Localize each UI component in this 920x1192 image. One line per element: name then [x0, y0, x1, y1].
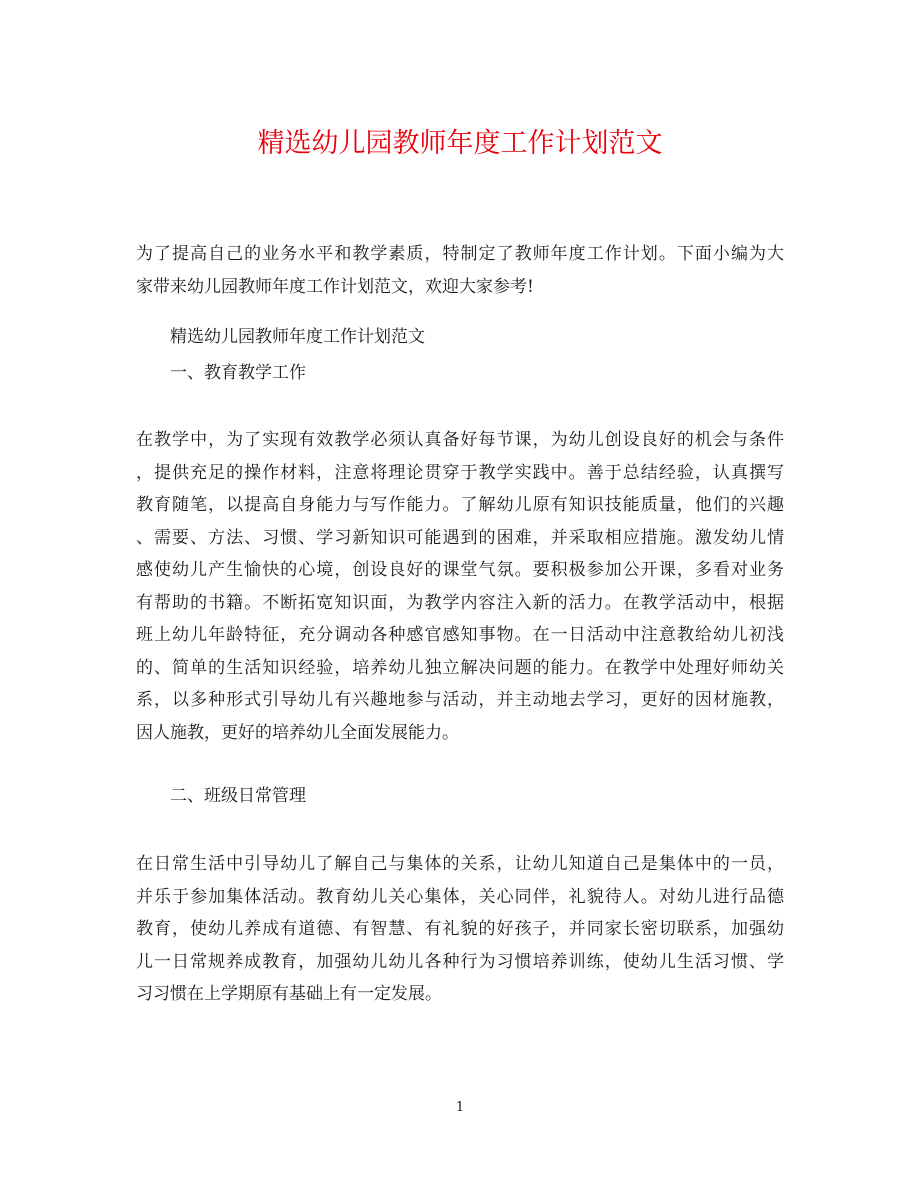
page-number: 1 [455, 1100, 465, 1115]
section1-line: 在教学中，为了实现有效教学必须认真备好每节课，为幼儿创设良好的机会与条件 [136, 430, 784, 450]
section1-line: 系，以多种形式引导幼儿有兴趣地参与活动，并主动地去学习，更好的因材施教， [136, 690, 784, 710]
section1-line: 教育随笔，以提高自身能力与写作能力。了解幼儿原有知识技能质量，他们的兴趣 [136, 495, 784, 515]
section1-line: 的、简单的生活知识经验，培养幼儿独立解决问题的能力。在教学中处理好师幼关 [136, 657, 784, 678]
document-title: 精选幼儿园教师年度工作计划范文 [257, 128, 663, 159]
section2-line: 并乐于参加集体活动。教育幼儿关心集体，关心同伴，礼貌待人。对幼儿进行品德 [136, 886, 784, 907]
section1-line: 班上幼儿年龄特征，充分调动各种感官感知事物。在一日活动中注意教给幼儿初浅 [136, 625, 784, 645]
section1-line: ，提供充足的操作材料，注意将理论贯穿于教学实践中。善于总结经验，认真撰写 [136, 462, 784, 483]
section1-line: 有帮助的书籍。不断拓宽知识面，为教学内容注入新的活力。在教学活动中，根据 [136, 592, 784, 613]
section1-line: 感使幼儿产生愉快的心境，创设良好的课堂气氛。要积极参加公开课，多看对业务 [136, 560, 784, 580]
section1-line: 、需要、方法、习惯、学习新知识可能遇到的困难，并采取相应措施。激发幼儿情 [136, 527, 784, 548]
section2-paragraph [136, 848, 784, 1011]
intro-line: 为了提高自己的业务水平和教学素质，特制定了教师年度工作计划。下面小编为大 [136, 244, 784, 264]
section1-paragraph [136, 424, 784, 749]
section2-line: 在日常生活中引导幼儿了解自己与集体的关系，让幼儿知道自己是集体中的一员， [136, 854, 784, 874]
section1-heading: 一、教育教学工作 [170, 363, 306, 383]
intro-line: 家带来幼儿园教师年度工作计划范文，欢迎大家参考! [136, 276, 534, 297]
section1-line: 因人施教，更好的培养幼儿全面发展能力。 [136, 722, 459, 743]
intro-paragraph [136, 238, 784, 303]
section2-line: 教育，使幼儿养成有道德、有智慧、有礼貌的好孩子，并同家长密切联系，加强幼 [136, 919, 784, 939]
subtitle: 精选幼儿园教师年度工作计划范文 [170, 327, 425, 347]
section2-line: 儿一日常规养成教育，加强幼儿幼儿各种行为习惯培养训练，使幼儿生活习惯、学 [136, 951, 784, 972]
section2-line: 习习惯在上学期原有基础上有一定发展。 [136, 984, 442, 1004]
section2-heading: 二、班级日常管理 [170, 786, 306, 806]
